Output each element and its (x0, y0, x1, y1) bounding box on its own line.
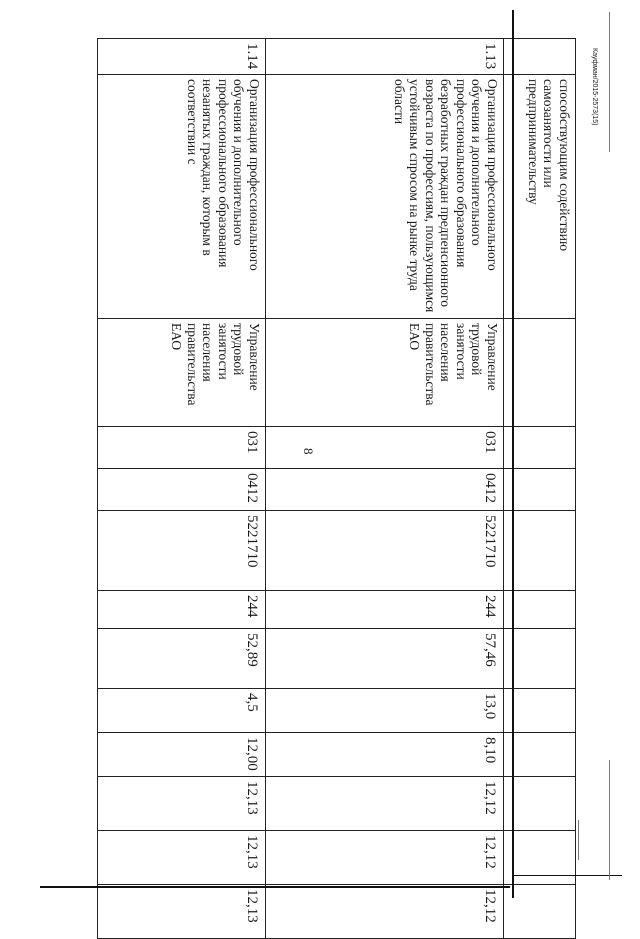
csr-code: 5221710 (98, 511, 266, 591)
row-id: 1.14 (98, 39, 266, 75)
executor: Управление трудовой занятости населения правительства ЕАО (98, 319, 266, 427)
value-cell: 12,00 (98, 733, 266, 777)
csr-code (504, 511, 576, 591)
program-table (97, 38, 576, 939)
csr-code: 5221710 (266, 511, 504, 591)
executor: Управление трудовой занятости населения правительства ЕАО (266, 319, 504, 427)
grbs-code: 031 (98, 427, 266, 469)
table-row (98, 39, 266, 939)
value-cell (504, 831, 576, 885)
scan-edge-line (512, 875, 622, 876)
executor (504, 319, 576, 427)
scan-artifact (609, 760, 610, 880)
value-cell (504, 629, 576, 689)
table-row (266, 39, 504, 939)
rz-code: 0412 (266, 469, 504, 511)
value-cell (504, 689, 576, 733)
value-cell: 8,10 (266, 733, 504, 777)
row-id: 1.13 (266, 39, 504, 75)
value-cell: 4,5 (98, 689, 266, 733)
value-cell: 12,13 (98, 831, 266, 885)
table-row (504, 39, 576, 939)
grbs-code (504, 427, 576, 469)
rz-code: 0412 (98, 469, 266, 511)
row-id (504, 39, 576, 75)
value-cell: 13,0 (266, 689, 504, 733)
value-cell: 12,12 (266, 777, 504, 831)
vr-code: 244 (98, 591, 266, 629)
activity-name: способствующим содействию самозанятости или предпринимательству (504, 75, 576, 319)
scan-artifact (609, 12, 610, 152)
value-cell: 57,46 (266, 629, 504, 689)
activity-name: Организация профессионального обучения и дополнительного профессионального образования незанятых граждан, которым в соответствии с (98, 75, 266, 319)
grbs-code: 031 (266, 427, 504, 469)
rz-code (504, 469, 576, 511)
scan-edge-line (512, 10, 514, 898)
page-number: 8 (301, 448, 316, 455)
value-cell: 12,13 (98, 777, 266, 831)
value-cell (504, 885, 576, 939)
value-cell (504, 733, 576, 777)
value-cell: 12,12 (266, 831, 504, 885)
rotated-table-wrapper (76, 38, 576, 923)
vr-code (504, 591, 576, 629)
value-cell: 12,12 (266, 885, 504, 939)
activity-name: Организация профессионального обучения и дополнительного профессионального образования безработных граждан предпенсионного возраста по профессиям, пользующимся устойчивым спросом на рынке труда области (266, 75, 504, 319)
value-cell: 52,89 (98, 629, 266, 689)
document-stamp: Кауфман/2015-2573(15) (591, 48, 598, 126)
value-cell: 12,13 (98, 885, 266, 939)
vr-code: 244 (266, 591, 504, 629)
value-cell (504, 777, 576, 831)
scan-artifact (578, 820, 579, 860)
scan-edge-line (40, 886, 510, 888)
